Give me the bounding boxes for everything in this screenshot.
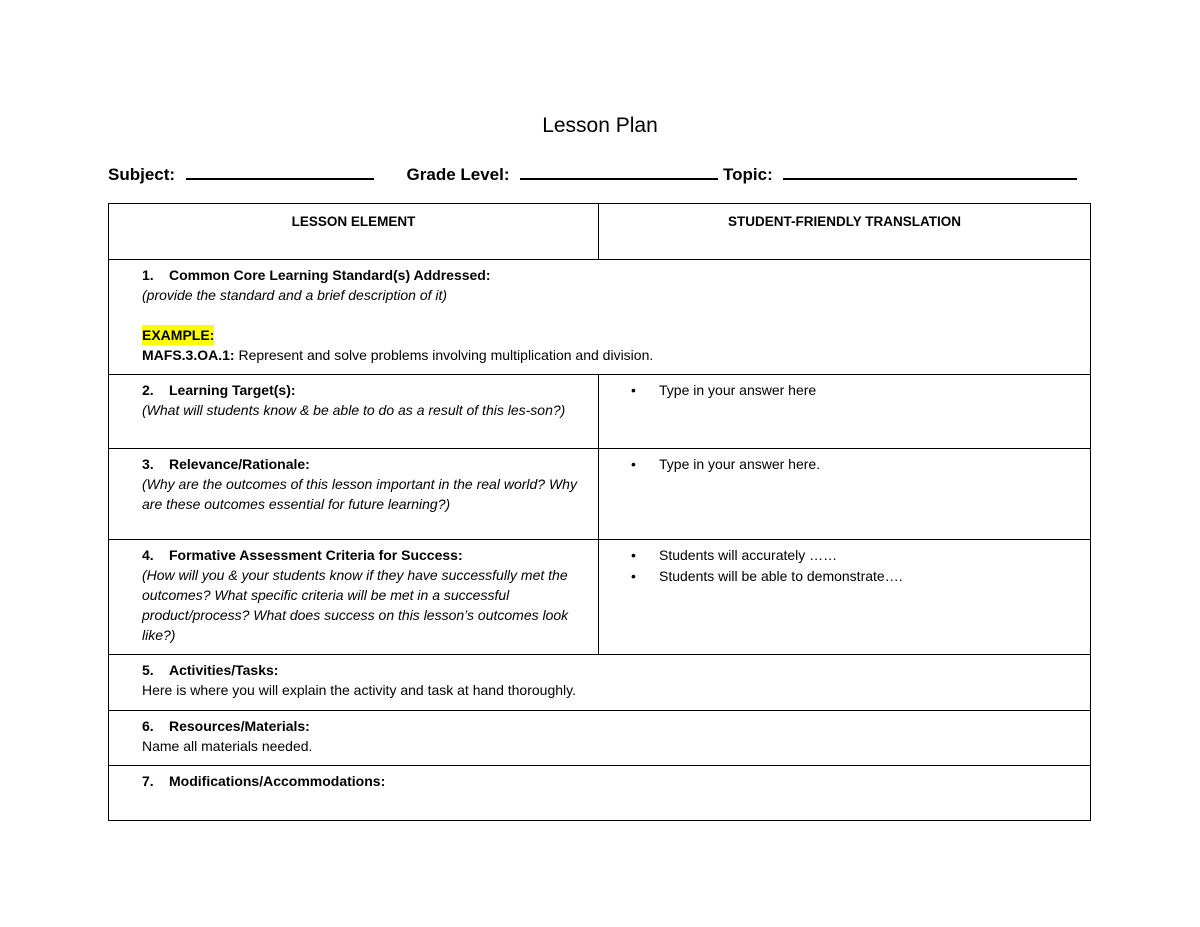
- relevance-cell: [109, 449, 599, 540]
- header-student-friendly-translation: STUDENT-FRIENDLY TRANSLATION: [599, 204, 1091, 260]
- table-header-row: [109, 204, 1091, 260]
- header-fields: [108, 160, 1092, 186]
- item-title-text: Common Core Learning Standard(s) Addressed:: [169, 267, 491, 283]
- table-row: [109, 375, 1091, 449]
- activities-cell[interactable]: [109, 655, 1091, 711]
- item-number: 2.: [142, 382, 154, 398]
- learning-target-cell: [109, 375, 599, 449]
- item-title-text: Resources/Materials:: [169, 718, 310, 734]
- item-title: [142, 454, 588, 474]
- grade-level-label: Grade Level:: [406, 165, 510, 184]
- standards-cell[interactable]: [109, 260, 1091, 375]
- bullet-text: Type in your answer here: [659, 382, 817, 398]
- item-text: Name all materials needed.: [142, 738, 313, 754]
- subject-label: Subject:: [108, 165, 176, 184]
- item-title: [142, 771, 1080, 791]
- item-title-text: Activities/Tasks:: [169, 662, 279, 678]
- bullet-text: Students will accurately ……: [659, 547, 838, 563]
- item-title-text: Formative Assessment Criteria for Success:: [169, 547, 463, 563]
- list-item[interactable]: • Students will be able to demonstrate….: [631, 568, 903, 584]
- topic-field[interactable]: [783, 160, 1077, 180]
- table-row: [109, 540, 1091, 655]
- item-number: 4.: [142, 547, 154, 563]
- item-title-text: Learning Target(s):: [169, 382, 296, 398]
- list-item[interactable]: • Students will accurately ……: [631, 547, 838, 563]
- example-standard: [142, 345, 1080, 365]
- standard-code: MAFS.3.OA.1:: [142, 347, 235, 363]
- topic-label: Topic:: [723, 165, 773, 184]
- table-row: [109, 711, 1091, 766]
- resources-cell[interactable]: [109, 711, 1091, 766]
- table-row: [109, 766, 1091, 821]
- item-description: (What will students know & be able to do as a result of this les-son?): [142, 402, 566, 418]
- item-number: 3.: [142, 456, 154, 472]
- item-title: [142, 545, 588, 565]
- item-description: (Why are the outcomes of this lesson important in the real world? Why are these outcomes essential for future learning?): [142, 476, 577, 512]
- modifications-cell[interactable]: [109, 766, 1091, 821]
- bullet-text: Students will be able to demonstrate….: [659, 568, 903, 584]
- list-item[interactable]: • Type in your answer here.: [631, 456, 821, 472]
- item-title: [142, 380, 588, 400]
- item-title: [142, 265, 1080, 285]
- example-label: EXAMPLE:: [142, 327, 215, 343]
- item-number: 7.: [142, 773, 154, 789]
- assessment-answer-cell[interactable]: [599, 540, 1091, 655]
- header-lesson-element: LESSON ELEMENT: [109, 204, 599, 260]
- learning-target-answer-cell[interactable]: [599, 375, 1091, 449]
- item-description: (How will you & your students know if they have successfully met the outcomes? What specific criteria will be met in a successful product/process? What does success on this lesson’s outcomes look like?): [142, 567, 569, 643]
- item-title-text: Relevance/Rationale:: [169, 456, 310, 472]
- subject-field[interactable]: [186, 160, 374, 180]
- item-number: 1.: [142, 267, 154, 283]
- list-item[interactable]: • Type in your answer here: [631, 382, 817, 398]
- item-number: 5.: [142, 662, 154, 678]
- standard-text: Represent and solve problems involving multiplication and division.: [234, 347, 654, 363]
- item-title-text: Modifications/Accommodations:: [169, 773, 386, 789]
- item-description: (provide the standard and a brief description of it): [142, 287, 448, 303]
- bullet-text: Type in your answer here.: [659, 456, 821, 472]
- page-title: Lesson Plan: [542, 114, 658, 137]
- table-row: [109, 655, 1091, 711]
- table-row: [109, 260, 1091, 375]
- lesson-plan-table: [108, 203, 1091, 821]
- item-title: [142, 716, 1080, 736]
- grade-level-field[interactable]: [520, 160, 718, 180]
- table-row: [109, 449, 1091, 540]
- assessment-cell: [109, 540, 599, 655]
- item-text: Here is where you will explain the activity and task at hand thoroughly.: [142, 682, 576, 698]
- item-title: [142, 660, 1080, 680]
- item-number: 6.: [142, 718, 154, 734]
- relevance-answer-cell[interactable]: [599, 449, 1091, 540]
